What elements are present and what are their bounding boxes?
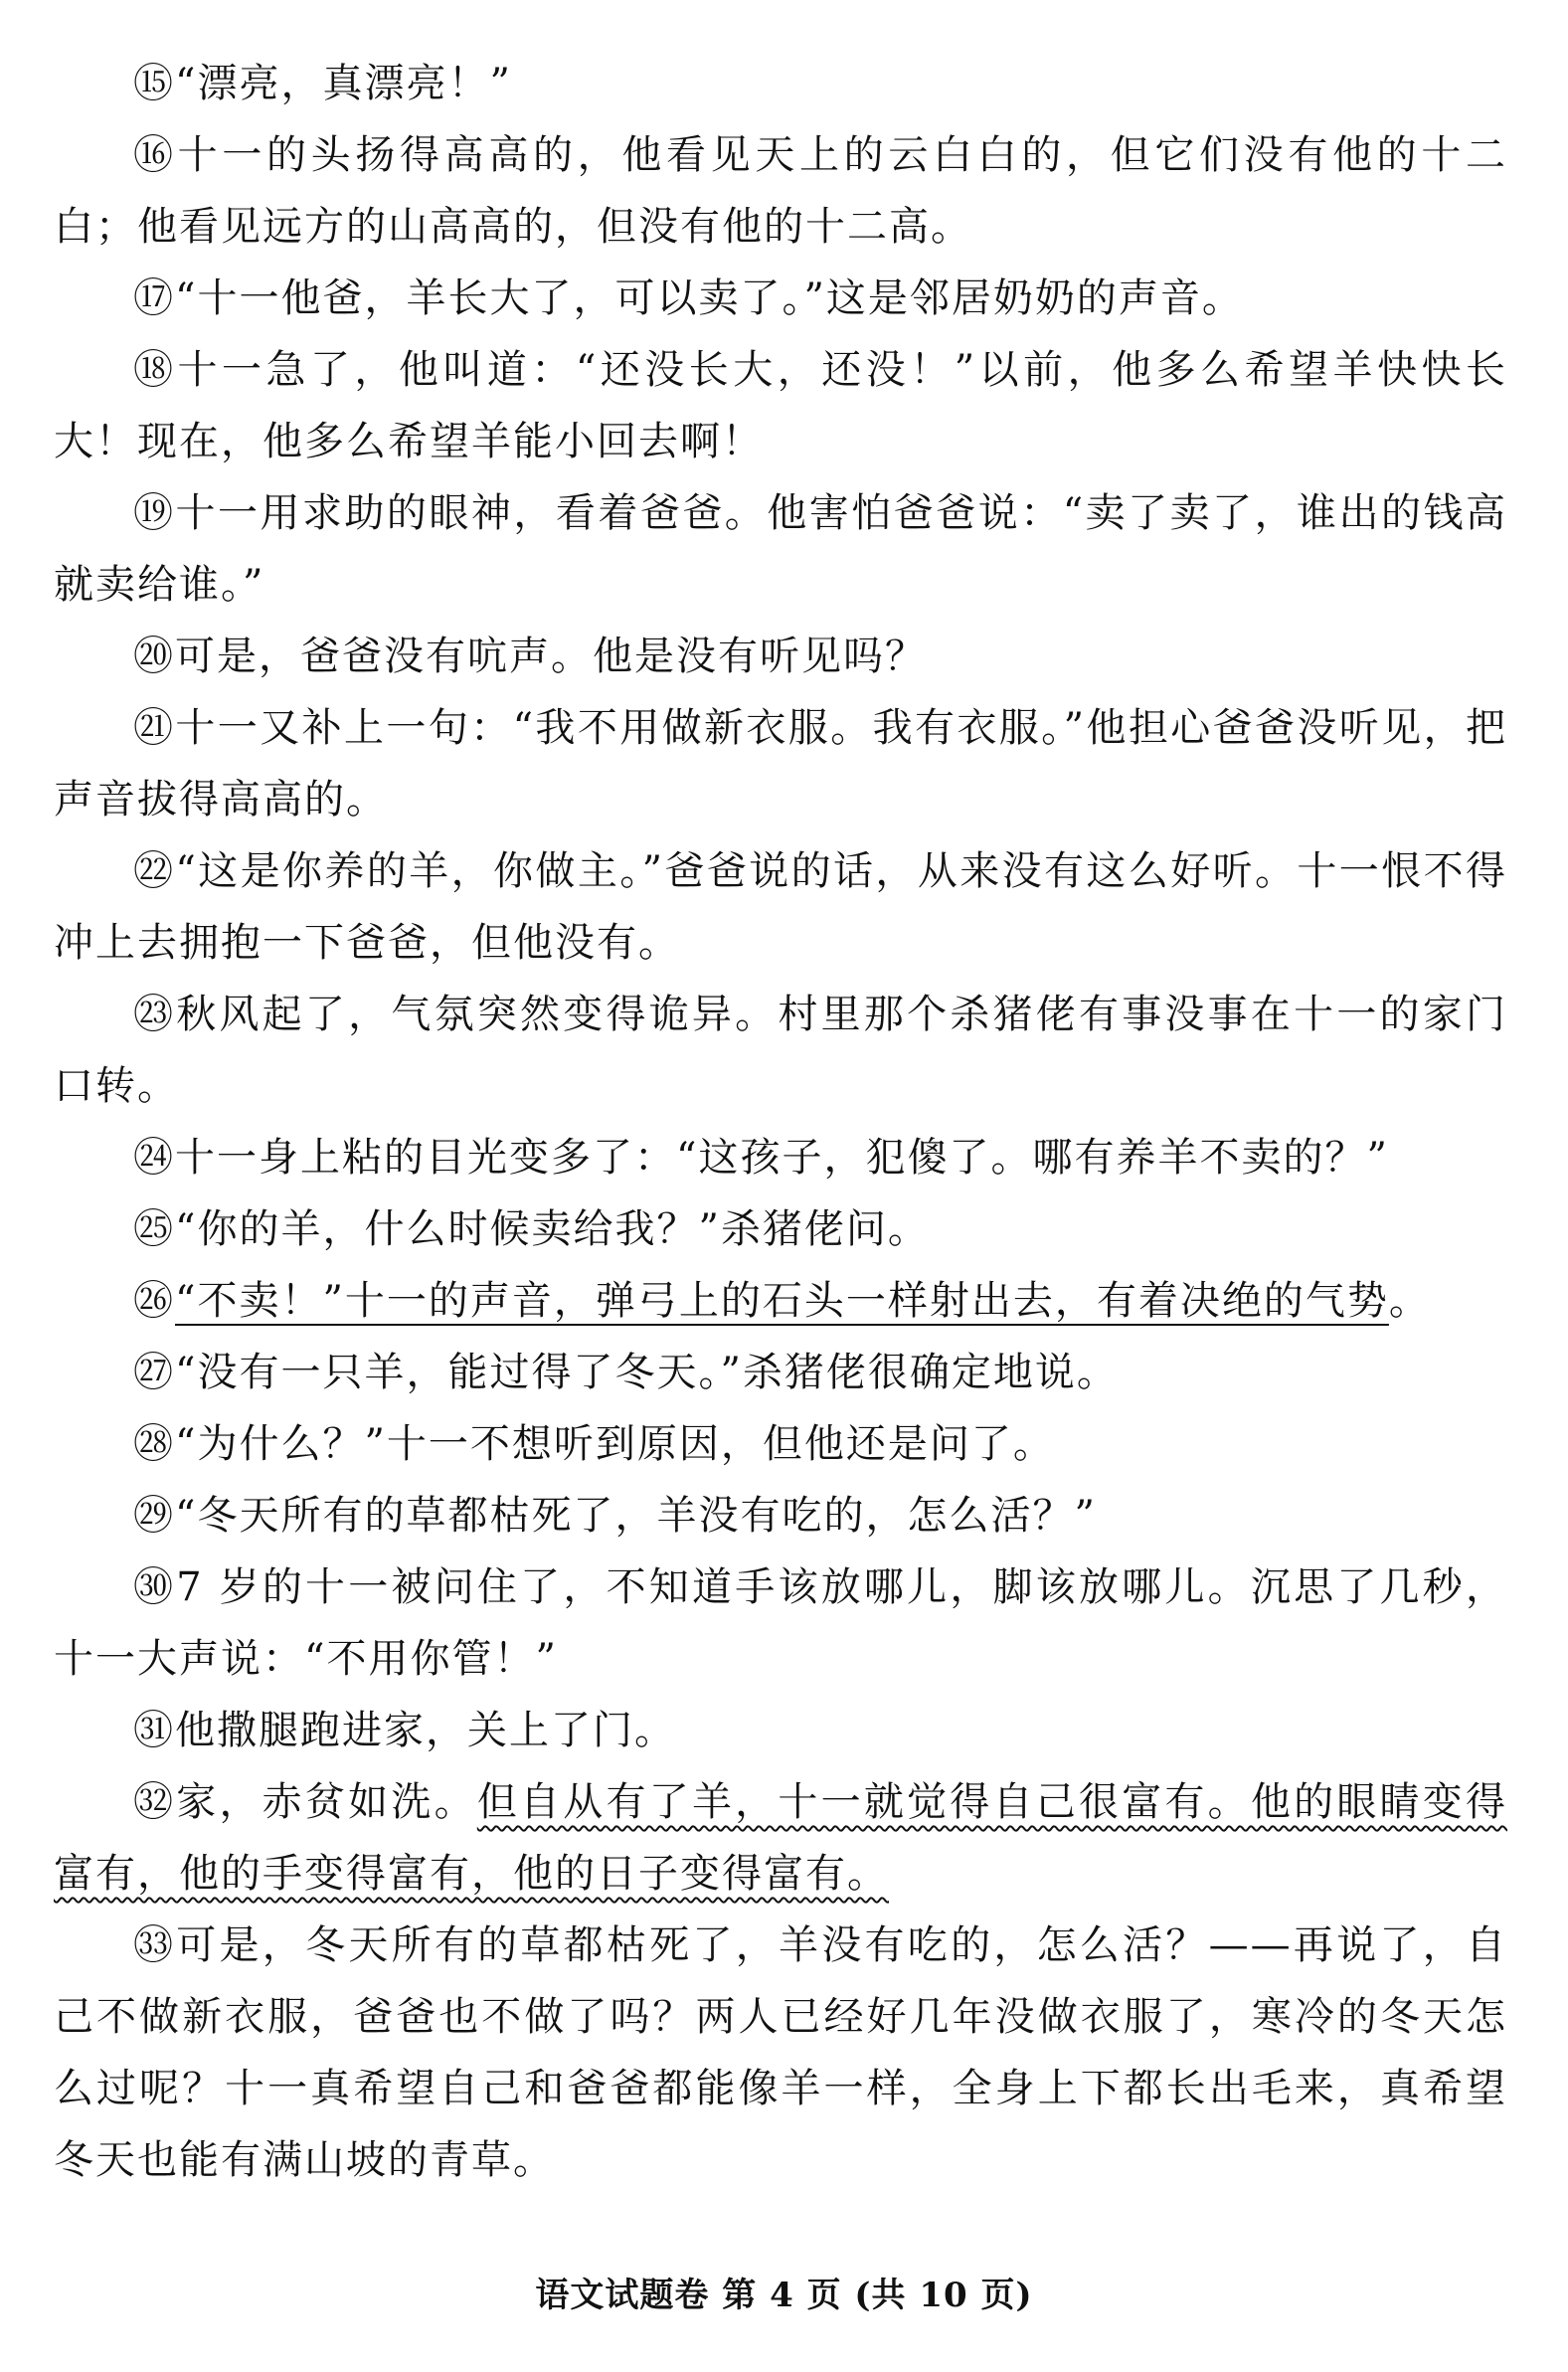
paragraph-p20 (54, 621, 1507, 692)
paragraph-p30 (54, 1551, 1507, 1695)
paragraph-text: ⑳可是，爸爸没有吭声。他是没有听见吗？ (133, 634, 927, 679)
paragraph-p22 (54, 835, 1507, 979)
paragraph-text: ⑯十一的头扬得高高的，他看见天上的云白白的，但它们没有他的十二白；他看见远方的山高高的，但没有他的十二高。 (54, 132, 1507, 250)
paragraph-p33 (54, 1910, 1507, 2196)
paragraph-text: ⑱十一急了，他叫道：“还没长大，还没！”以前，他多么希望羊快快长大！现在，他多么希望羊能小回去啊！ (54, 347, 1507, 464)
paragraph-text: ㉝可是，冬天所有的草都枯死了，羊没有吃的，怎么活？——再说了，自己不做新衣服，爸爸也不做了吗？两人已经好几年没做衣服了，寒冷的冬天怎么过呢？十一真希望自己和爸爸都能像羊一样，全身上下都长出毛来，真希望冬天也能有满山坡的青草。 (54, 1922, 1507, 2183)
paragraph-p21 (54, 692, 1507, 835)
paragraph-text: ㉛他撒腿跑进家，关上了门。 (133, 1708, 676, 1753)
paragraph-text: ⑮“漂亮，真漂亮！” (133, 61, 512, 106)
paragraph-p17 (54, 263, 1507, 334)
paragraph-p15 (54, 48, 1507, 119)
paragraph-text: ㉚7 岁的十一被问住了，不知道手该放哪儿，脚该放哪儿。沉思了几秒，十一大声说：“不用你管！” (54, 1564, 1507, 1682)
paragraph-text: 。 (1388, 1278, 1431, 1324)
paragraph-p24 (54, 1122, 1507, 1193)
page-footer: 语文试题卷 第 4 页 (共 10 页) (535, 2276, 1033, 2315)
paragraph-p19 (54, 477, 1507, 621)
paragraph-text: ㉙“冬天所有的草都枯死了，羊没有吃的，怎么活？” (133, 1493, 1097, 1539)
paragraph-p26 (54, 1265, 1507, 1337)
paragraph-text: ⑰“十一他爸，羊长大了，可以卖了。”这是邻居奶奶的声音。 (133, 275, 1244, 321)
paragraph-text: ㉘“为什么？”十一不想听到原因，但他还是问了。 (133, 1421, 1055, 1467)
paragraph-text: ㉕“你的羊，什么时候卖给我？”杀猪佬问。 (133, 1206, 930, 1252)
paragraph-p32 (54, 1766, 1507, 1910)
paragraph-p23 (54, 979, 1507, 1122)
paragraph-p16 (54, 119, 1507, 263)
paragraph-p25 (54, 1193, 1507, 1265)
paragraph-text: ㉔十一身上粘的目光变多了：“这孩子，犯傻了。哪有养羊不卖的？” (133, 1135, 1389, 1181)
paragraph-text: ㉜家，赤贫如洗。 (133, 1779, 477, 1825)
paragraph-p31 (54, 1695, 1507, 1766)
paragraph-text: ㉖ (133, 1278, 175, 1324)
paragraph-text: ㉒“这是你养的羊，你做主。”爸爸说的话，从来没有这么好听。十一恨不得冲上去拥抱一下爸爸，但他没有。 (54, 848, 1507, 966)
underlined-text: “不卖！”十一的声音，弹弓上的石头一样射出去，有着决绝的气势 (175, 1278, 1389, 1324)
paragraph-text: ㉓秋风起了，气氛突然变得诡异。村里那个杀猪佬有事没事在十一的家门口转。 (54, 992, 1507, 1109)
passage-body (54, 48, 1507, 2196)
paragraph-p27 (54, 1337, 1507, 1408)
paragraph-p18 (54, 334, 1507, 477)
paragraph-text: ⑲十一用求助的眼神，看着爸爸。他害怕爸爸说：“卖了卖了，谁出的钱高就卖给谁。” (54, 490, 1507, 608)
paragraph-p28 (54, 1408, 1507, 1480)
paragraph-text: ㉑十一又补上一句：“我不用做新衣服。我有衣服。”他担心爸爸没听见，把声音拔得高高的。 (54, 705, 1507, 822)
wavy-underlined-text: 但自从有了羊，十一就觉得自己很富有。他的眼睛变得富有，他的手变得富有，他的日子变得富有。 (54, 1779, 1508, 1897)
paragraph-p29 (54, 1480, 1507, 1551)
paragraph-text: ㉗“没有一只羊，能过得了冬天。”杀猪佬很确定地说。 (133, 1350, 1119, 1395)
